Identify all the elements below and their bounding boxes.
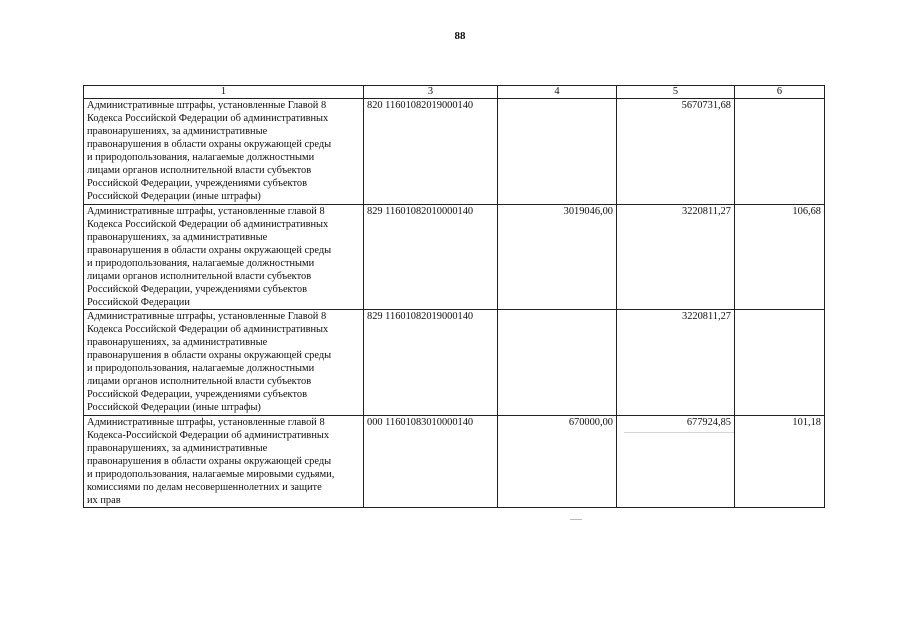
header-col-1: 1 [84, 86, 364, 99]
row-percent: 101,18 [735, 416, 825, 508]
row-actual-amount: 3220811,27 [617, 310, 735, 416]
row-description: Административные штрафы, установленные главой 8 Кодекса-Российской Федерации об административных правонарушениях, за административные правонарушения в области охраны окружающей среды и природопользования, налагаемые мировыми судьями, комиссиями по делам несовершеннолетних и защите их прав [84, 416, 364, 508]
header-col-4: 4 [498, 86, 617, 99]
scan-artifact [624, 432, 734, 433]
row-percent [735, 310, 825, 416]
revenue-table [83, 85, 825, 508]
row-actual-amount: 5670731,68 [617, 99, 735, 205]
header-col-6: 6 [735, 86, 825, 99]
row-planned-amount: 670000,00 [498, 416, 617, 508]
table-row [84, 99, 825, 205]
row-description: Административные штрафы, установленные главой 8 Кодекса Российской Федерации об административных правонарушениях, за административные правонарушения в области охраны окружающей среды и природопользования, налагаемые должностными лицами органов исполнительной власти субъектов Российской Федерации, учреждениями субъектов Российской Федерации [84, 205, 364, 310]
row-planned-amount [498, 99, 617, 205]
row-actual-amount: 3220811,27 [617, 205, 735, 310]
row-budget-code: 829 11601082010000140 [364, 205, 498, 310]
row-description: Административные штрафы, установленные Главой 8 Кодекса Российской Федерации об административных правонарушениях, за административные правонарушения в области охраны окружающей среды и природопользования, налагаемые должностными лицами органов исполнительной власти субъектов Российской Федерации, учреждениями субъектов Российской Федерации (иные штрафы) [84, 310, 364, 416]
row-budget-code: 829 11601082019000140 [364, 310, 498, 416]
table-row [84, 205, 825, 310]
row-percent: 106,68 [735, 205, 825, 310]
header-col-5: 5 [617, 86, 735, 99]
header-col-3: 3 [364, 86, 498, 99]
row-percent [735, 99, 825, 205]
row-actual-amount: 677924,85 [617, 416, 735, 508]
row-budget-code: 820 11601082019000140 [364, 99, 498, 205]
table-header-row [84, 86, 825, 99]
row-planned-amount [498, 310, 617, 416]
row-planned-amount: 3019046,00 [498, 205, 617, 310]
row-budget-code: 000 11601083010000140 [364, 416, 498, 508]
table-row [84, 310, 825, 416]
row-description: Административные штрафы, установленные Главой 8 Кодекса Российской Федерации об административных правонарушениях, за административные правонарушения в области охраны окружающей среды и природопользования, налагаемые должностными лицами органов исполнительной власти субъектов Российской Федерации, учреждениями субъектов Российской Федерации (иные штрафы) [84, 99, 364, 205]
page-number: 88 [454, 30, 466, 42]
scan-artifact [570, 519, 582, 520]
table-row [84, 416, 825, 508]
